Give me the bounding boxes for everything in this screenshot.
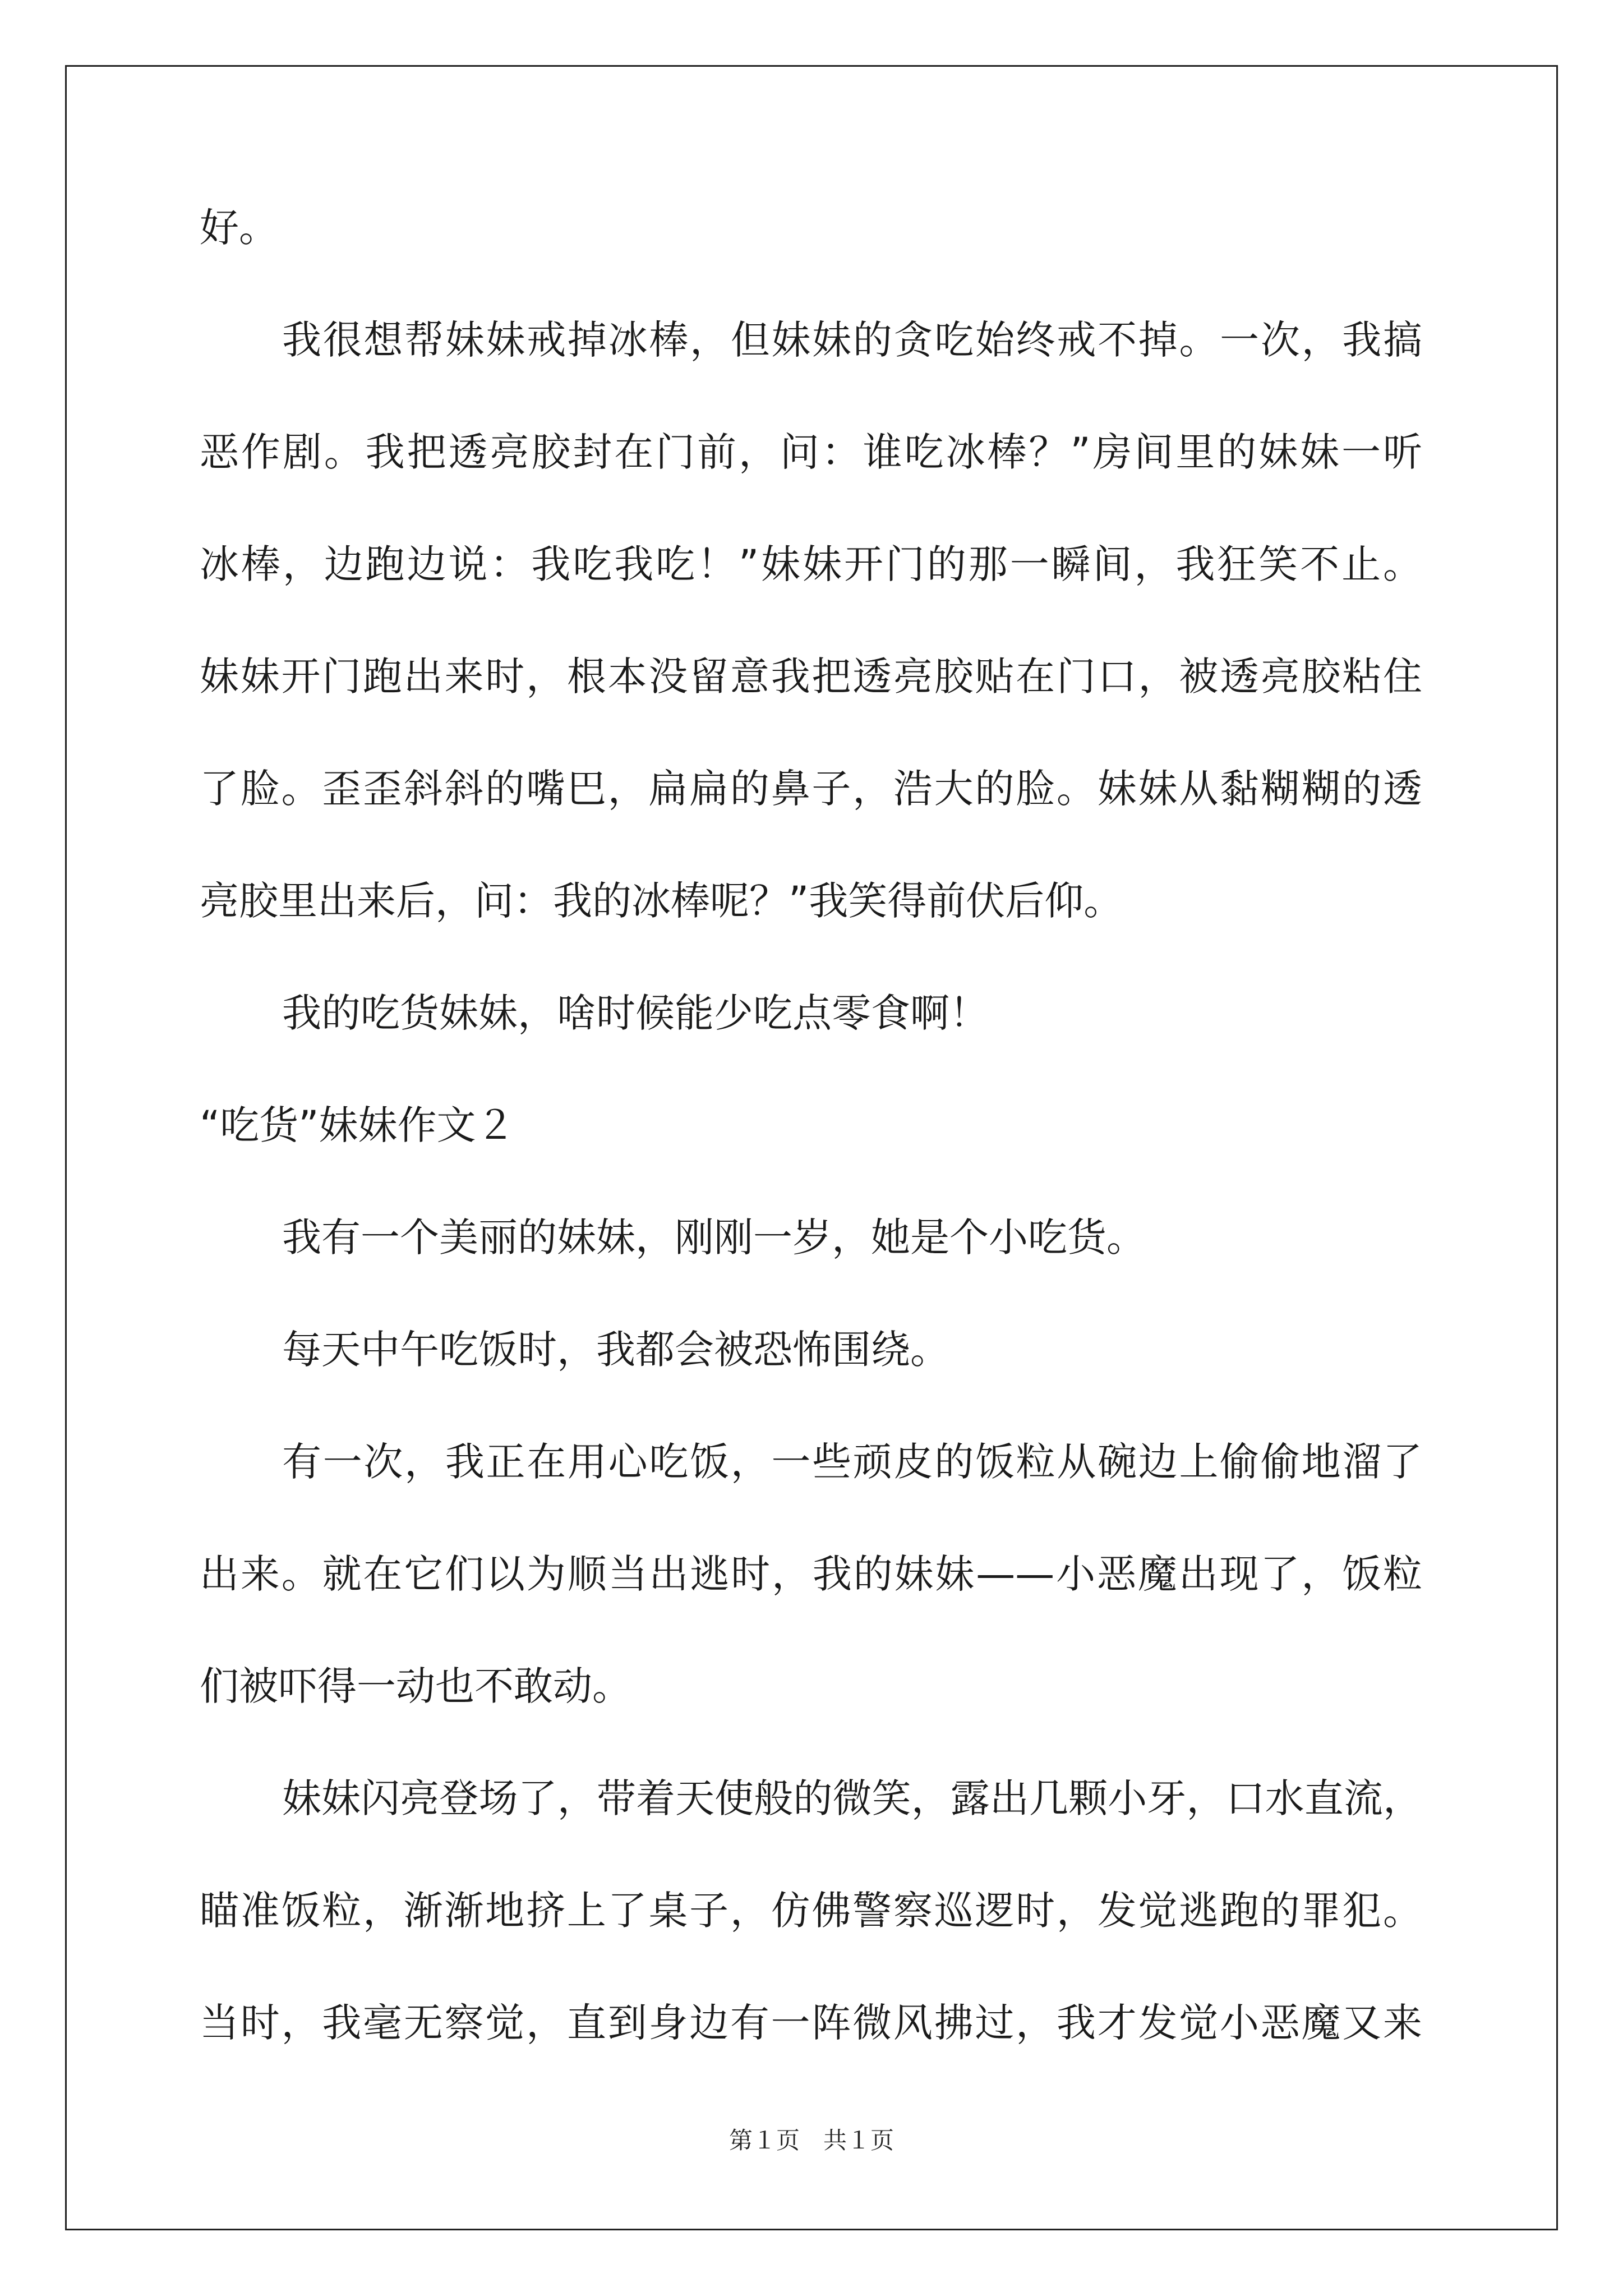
text-line: 妹妹开门跑出来时，根本没留意我把透亮胶贴在门口，被透亮胶粘住	[200, 654, 1422, 700]
text-line: 恶作剧。我把透亮胶封在门前，问：谁吃冰棒？”房间里的妹妹一听	[200, 429, 1422, 475]
text-line: 瞄准饭粒，渐渐地挤上了桌子，仿佛警察巡逻时，发觉逃跑的罪犯。	[200, 1888, 1422, 1934]
paragraph-start-line: 每天中午吃饭时，我都会被恐怖围绕。	[282, 1327, 949, 1373]
text-line: 好。	[200, 205, 278, 251]
paragraph-start-line: 我有一个美丽的妹妹，刚刚一岁，她是个小吃货。	[282, 1214, 1146, 1260]
section-heading: “吃货”妹妹作文２	[200, 1102, 515, 1148]
text-line: 当时，我毫无察觉，直到身边有一阵微风拂过，我才发觉小恶魔又来	[200, 2000, 1422, 2046]
text-line: 出来。就在它们以为顺当出逃时，我的妹妹——小恶魔出现了，饭粒	[200, 1551, 1422, 1597]
text-line: 亮胶里出来后，问：我的冰棒呢？”我笑得前伏后仰。	[200, 878, 1123, 924]
text-line: 们被吓得一动也不敢动。	[200, 1663, 631, 1709]
paragraph-start-line: 我的吃货妹妹，啥时候能少吃点零食啊！	[282, 990, 989, 1036]
paragraph-start-line: 我很想帮妹妹戒掉冰棒，但妹妹的贪吃始终戒不掉。一次，我搞	[282, 317, 1422, 363]
text-line: 冰棒，边跑边说：我吃我吃！”妹妹开门的那一瞬间，我狂笑不止。	[200, 541, 1422, 587]
page-number-footer: 第１页 共１页	[728, 2127, 894, 2154]
paragraph-start-line: 有一次，我正在用心吃饭，一些顽皮的饭粒从碗边上偷偷地溜了	[282, 1439, 1422, 1485]
text-line: 了脸。歪歪斜斜的嘴巴，扁扁的鼻子，浩大的脸。妹妹从黏糊糊的透	[200, 766, 1422, 812]
paragraph-start-line: 妹妹闪亮登场了，带着天使般的微笑，露出几颗小牙，口水直流，	[282, 1775, 1422, 1821]
